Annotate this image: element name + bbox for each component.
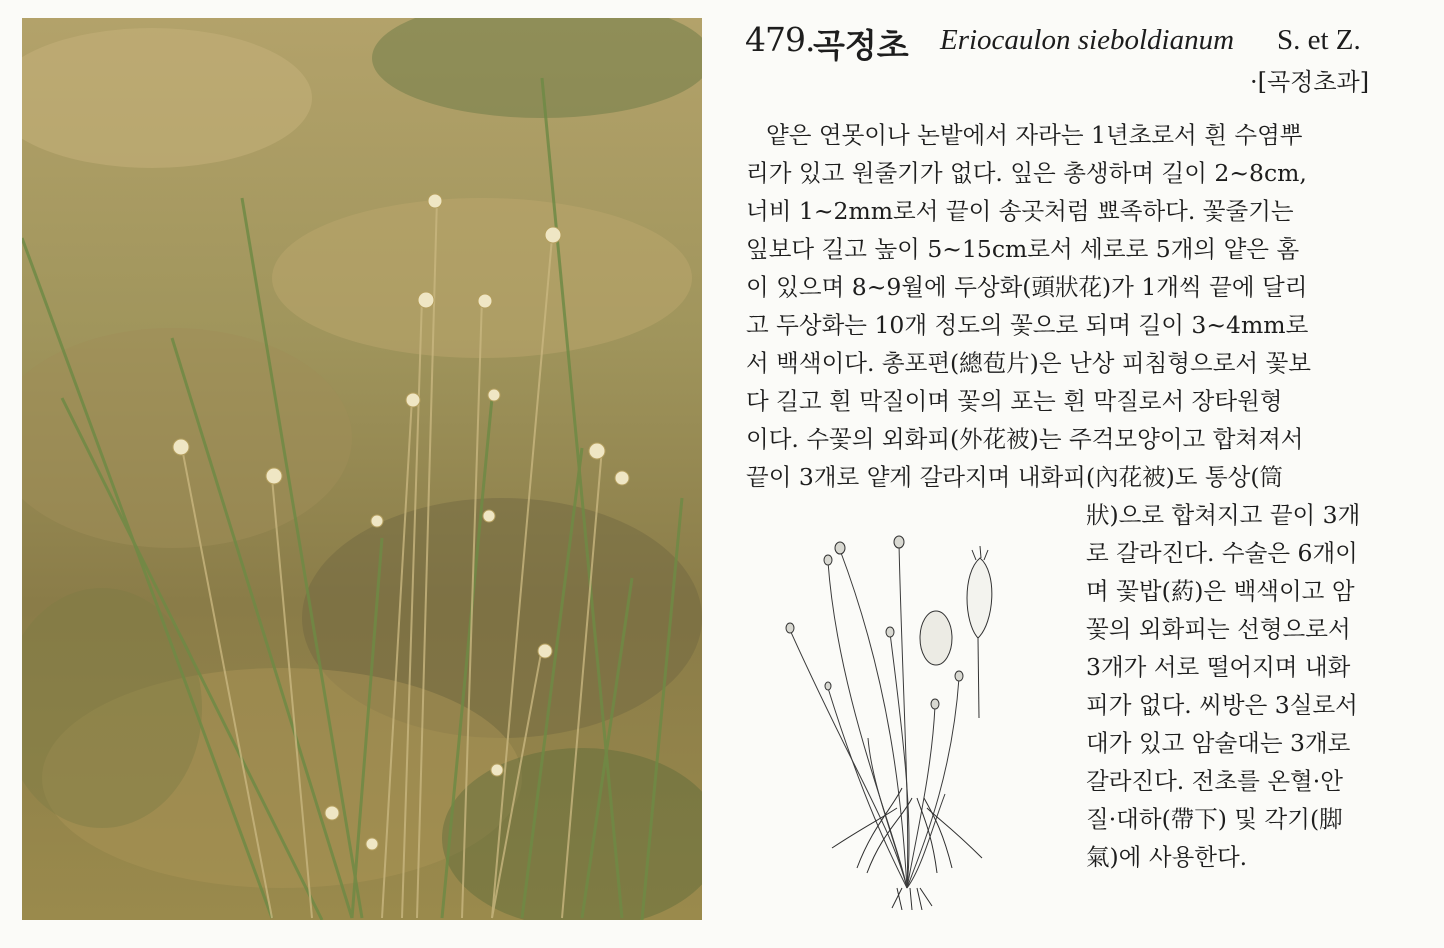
family-name: ·[곡정초과] [1250, 68, 1370, 96]
description-line: 리가 있고 원줄기가 없다. 잎은 총생하며 길이 2~8cm, [746, 159, 1307, 187]
plant-photo [22, 18, 702, 920]
korean-name: 곡정초 [813, 26, 909, 65]
description-line: 다 길고 흰 막질이며 꽃의 포는 흰 막질로서 장타원형 [746, 387, 1283, 415]
plant-illustration [772, 528, 1072, 910]
photo-drawing [22, 18, 702, 920]
description-line: 피가 없다. 씨방은 3실로서 [1086, 691, 1358, 719]
description-line: 이 있으며 8~9월에 두상화(頭狀花)가 1개씩 끝에 달리 [746, 273, 1308, 301]
description-line: 3개가 서로 떨어지며 내화 [1086, 653, 1351, 681]
description-line: 얕은 연못이나 논밭에서 자라는 1년초로서 흰 수염뿌 [766, 121, 1303, 149]
description-line: 꽃의 외화피는 선형으로서 [1086, 615, 1351, 643]
description-line: 氣)에 사용한다. [1086, 843, 1248, 871]
description-line: 狀)으로 합쳐지고 끝이 3개 [1086, 501, 1361, 529]
illustration-drawing [772, 528, 1072, 910]
description-line: 너비 1~2mm로서 끝이 송곳처럼 뾰족하다. 꽃줄기는 [746, 197, 1294, 225]
entry-header [745, 16, 1405, 65]
authority: S. et Z. [1277, 24, 1361, 56]
description-line: 끝이 3개로 얕게 갈라지며 내화피(內花被)도 통상(筒 [746, 463, 1284, 491]
description-line: 로 갈라진다. 수술은 6개이 [1086, 539, 1358, 567]
description-line: 고 두상화는 10개 정도의 꽃으로 되며 길이 3~4mm로 [746, 311, 1309, 339]
description-line: 이다. 수꽃의 외화피(外花被)는 주걱모양이고 합쳐져서 [746, 425, 1304, 453]
description-line: 갈라진다. 전초를 온혈·안 [1086, 767, 1343, 795]
description-line: 대가 있고 암술대는 3개로 [1086, 729, 1351, 757]
description-line: 잎보다 길고 높이 5~15cm로서 세로로 5개의 얕은 홈 [746, 235, 1300, 263]
description-line: 질·대하(帶下) 및 각기(脚 [1086, 805, 1343, 833]
description-line: 서 백색이다. 총포편(總苞片)은 난상 피침형으로서 꽃보 [746, 349, 1311, 377]
description-line: 며 꽃밥(葯)은 백색이고 암 [1086, 577, 1355, 605]
scientific-name: Eriocaulon sieboldianum [940, 24, 1235, 56]
entry-number: 479. [745, 20, 815, 59]
